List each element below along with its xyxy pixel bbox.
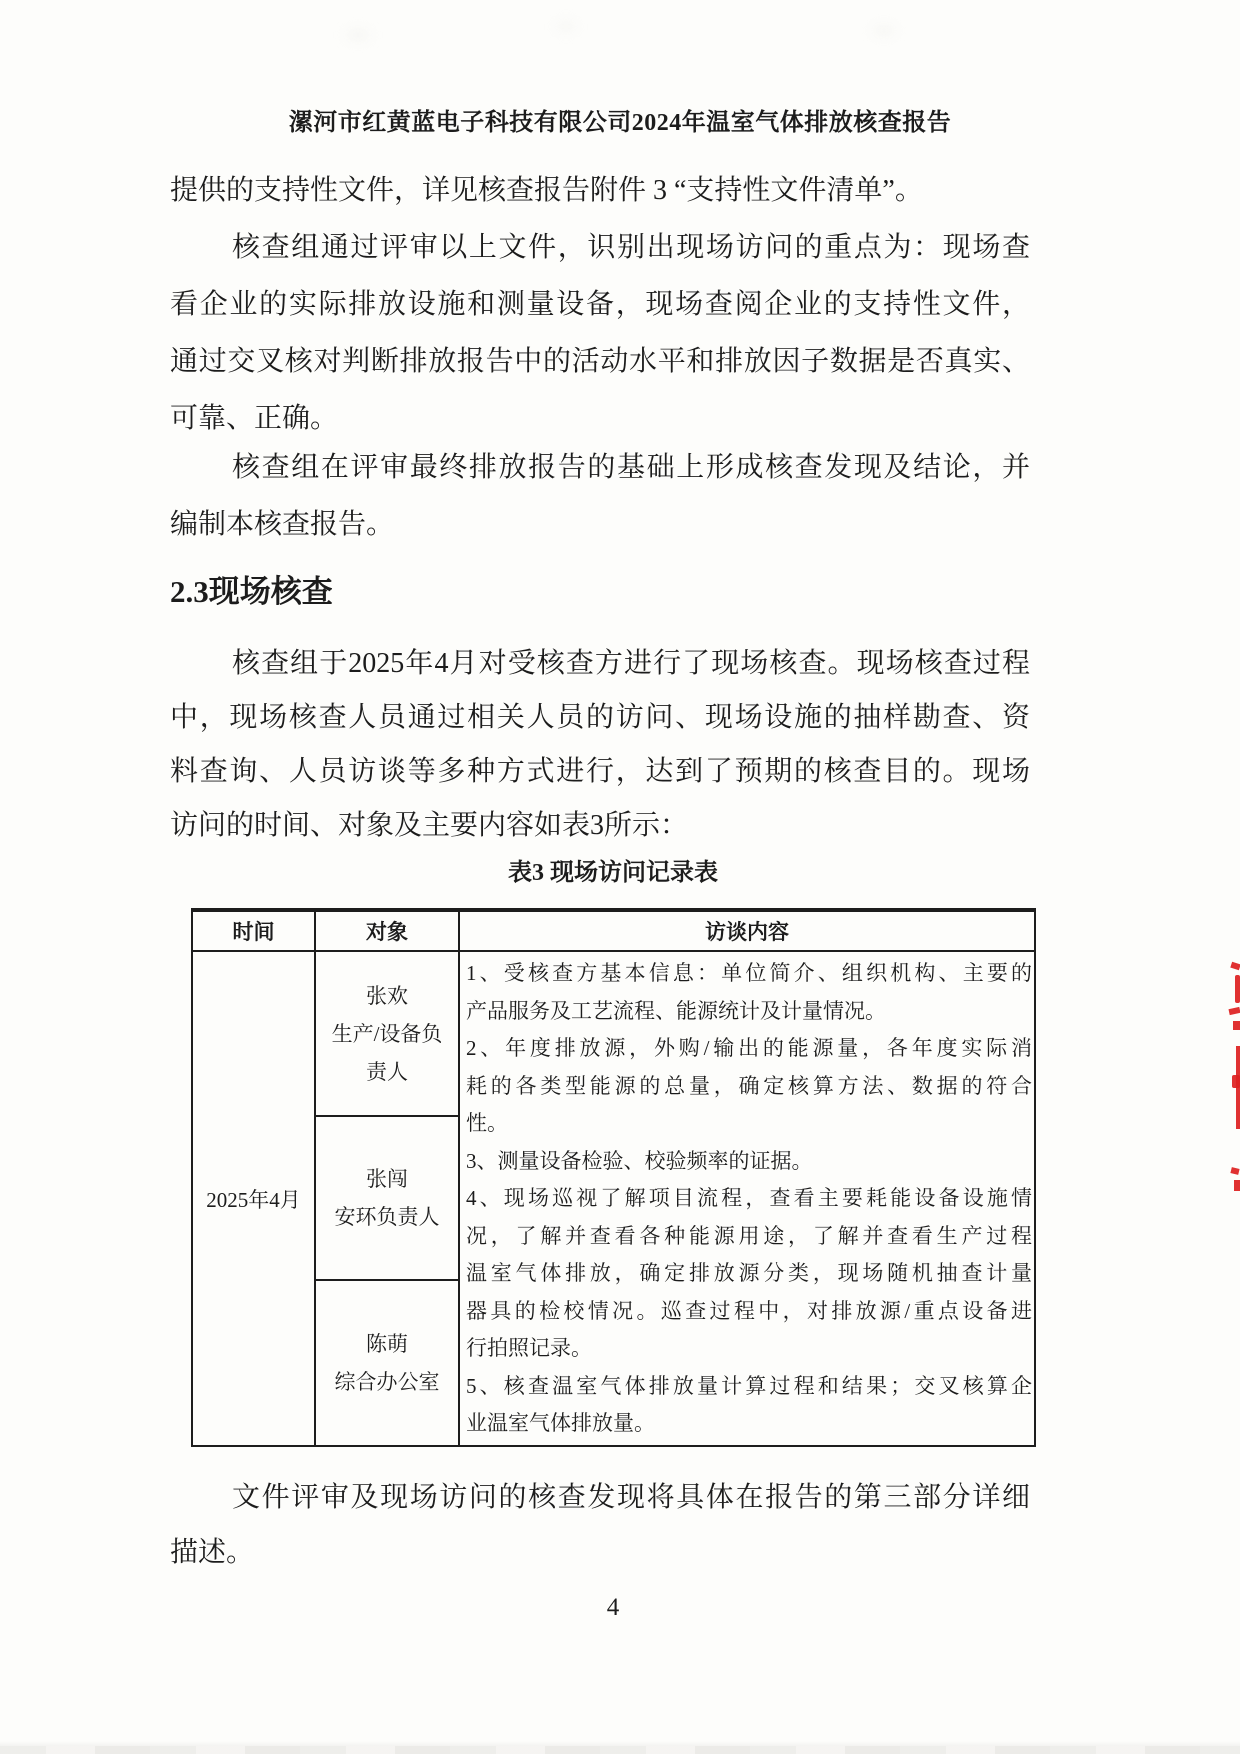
scan-edge-band <box>0 1746 1240 1754</box>
table-cell-subject-2 <box>316 1115 458 1281</box>
text-line: 张闯 <box>366 1167 408 1191</box>
text-line: 器具的检校情况。巡查过程中，对排放源/重点设备进 <box>466 1298 1032 1323</box>
text-line: 核查组通过评审以上文件，识别出现场访问的重点为：现场查 <box>232 232 1030 263</box>
text-line: 访问的时间、对象及主要内容如表3所示： <box>170 810 689 841</box>
text-line: 通过交叉核对判断排放报告中的活动水平和排放因子数据是否真实、 <box>170 346 1030 377</box>
text-line: 1、受核查方基本信息：单位简介、组织机构、主要的 <box>466 961 1032 985</box>
red-stamp-fragment <box>1230 1167 1239 1175</box>
text-line: 安环负责人 <box>334 1205 440 1229</box>
text-line: 提供的支持性文件，详见核查报告附件 3 “支持性文件清单”。 <box>170 175 923 206</box>
paragraph-support-documents <box>170 162 1030 219</box>
text-line: 2、年度排放源，外购/输出的能源量，各年度实际消 <box>466 1036 1032 1060</box>
text-line: 看企业的实际排放设施和测量设备，现场查阅企业的支持性文件， <box>170 289 1030 320</box>
table-column-subjects <box>316 952 460 1445</box>
text-line: 行拍照记录。 <box>466 1336 592 1360</box>
text-line: 况，了解并查看各种能源用途，了解并查看生产过程 <box>466 1223 1032 1248</box>
scan-smudge <box>556 22 576 31</box>
text-line: 3、测量设备检验、校验频率的证据。 <box>466 1148 813 1173</box>
text-line: 5、核查温室气体排放量计算过程和结果；交叉核算企 <box>466 1373 1032 1398</box>
text-line: 陈萌 <box>366 1332 408 1356</box>
red-stamp-fragment <box>1235 975 1240 1003</box>
text-line: 核查组在评审最终排放报告的基础上形成核查发现及结论，并 <box>232 452 1030 483</box>
text-line: 描述。 <box>170 1537 255 1568</box>
text-line: 核查组于2025年4月对受核查方进行了现场核查。现场核查过程 <box>232 648 1030 679</box>
text-line: 业温室气体排放量。 <box>466 1411 655 1435</box>
page-header-title: 漯河市红黄蓝电子科技有限公司2024年温室气体排放核查报告 <box>288 110 952 136</box>
text-line: 产品服务及工艺流程、能源统计及计量情况。 <box>466 998 886 1023</box>
table-cell-subject-3 <box>316 1281 458 1445</box>
paragraph-closing <box>170 1470 1030 1580</box>
text-line: 可靠、正确。 <box>170 403 339 434</box>
text-line: 编制本核查报告。 <box>170 509 395 540</box>
text-line: 4、现场巡视了解项目流程，查看主要耗能设备设施情 <box>466 1186 1032 1210</box>
paragraph-review-focus <box>170 219 1030 447</box>
text-line: 张欢 <box>366 983 408 1008</box>
text-line: 综合办公室 <box>334 1370 440 1394</box>
page-number: 4 <box>606 1594 620 1621</box>
table-header-content: 访谈内容 <box>705 920 789 944</box>
text-line: 料查询、人员访谈等多种方式进行，达到了预期的核查目的。现场 <box>170 756 1030 787</box>
text-line: 耗的各类型能源的总量，确定核算方法、数据的符合 <box>466 1073 1032 1098</box>
site-visit-record-table <box>191 908 1036 1447</box>
text-line: 温室气体排放，确定排放源分类，现场随机抽查计量 <box>466 1261 1032 1285</box>
scan-smudge <box>345 30 371 40</box>
table-header-row <box>193 912 1034 952</box>
text-line: 生产/设备负 <box>331 1021 443 1046</box>
table-cell-subject-1 <box>316 952 458 1115</box>
text-line: 性。 <box>466 1111 508 1135</box>
red-stamp-fragment <box>1233 1021 1240 1030</box>
table-cell-interview-content <box>460 952 1034 1445</box>
paragraph-conclusion-basis <box>170 439 1030 553</box>
text-line: 责人 <box>366 1059 408 1084</box>
red-stamp-fragment <box>1232 1075 1240 1088</box>
table-caption: 表3 现场访问记录表 <box>508 860 718 886</box>
text-line: 文件评审及现场访问的核查发现将具体在报告的第三部分详细 <box>232 1482 1030 1513</box>
scan-smudge <box>872 26 896 35</box>
table-header-subject: 对象 <box>316 912 460 950</box>
red-stamp-fragment <box>1230 962 1240 970</box>
table-body-row <box>193 952 1034 1445</box>
red-stamp-fragment <box>1228 1007 1240 1015</box>
red-stamp-fragment <box>1234 1180 1240 1191</box>
section-heading-onsite-verification: 2.3现场核查 <box>170 574 333 609</box>
table-header-time: 时间 <box>193 912 316 950</box>
paragraph-onsite-process <box>170 637 1030 853</box>
text-line: 中，现场核查人员通过相关人员的访问、现场设施的抽样勘查、资 <box>170 702 1030 733</box>
table-cell-time: 2025年4月 <box>193 952 316 1445</box>
